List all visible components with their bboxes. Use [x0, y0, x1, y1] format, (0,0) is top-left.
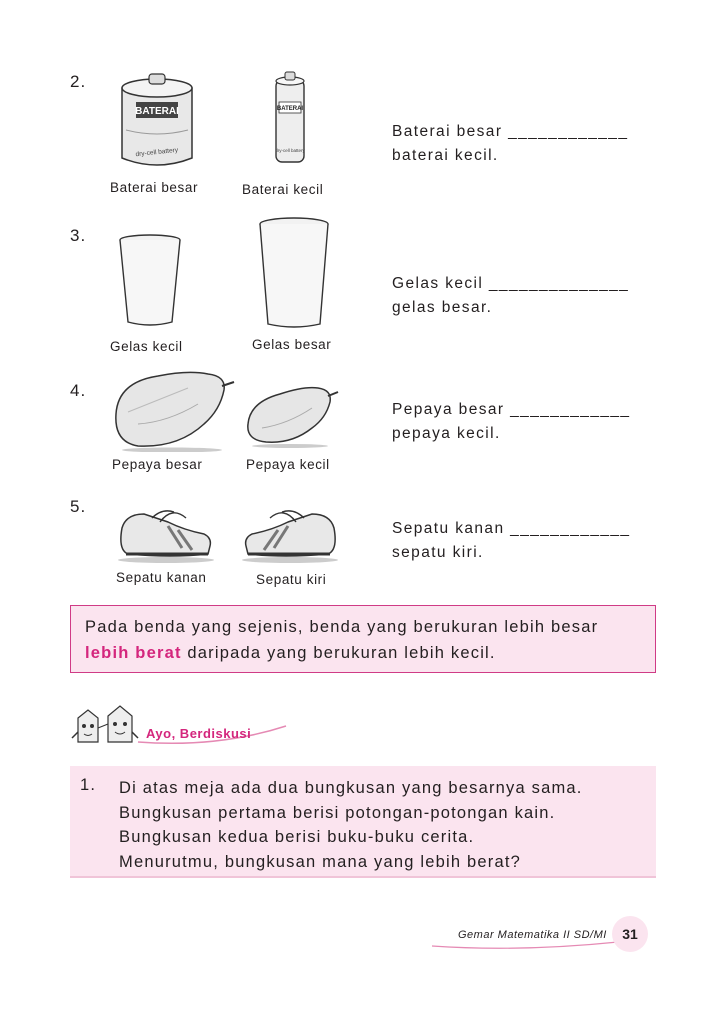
statement-4-line1: Pepaya besar ____________	[392, 401, 631, 418]
statement-3-line2: gelas besar.	[392, 299, 493, 316]
big-glass-image	[254, 214, 334, 332]
item-number-5: 5.	[70, 497, 87, 516]
small-battery-sub: dry-cell battery	[275, 148, 305, 153]
item-number-2: 2.	[70, 72, 87, 91]
caption-small-glass: Gelas kecil	[110, 339, 183, 354]
item-number-4: 4.	[70, 381, 87, 400]
caption-small-papaya: Pepaya kecil	[246, 457, 330, 472]
big-papaya-image	[108, 364, 240, 452]
discussion-heading: Ayo, Berdiskusi	[146, 726, 252, 741]
conclusion-line2	[85, 640, 598, 666]
footer-book-title: Gemar Matematika II SD/MI	[458, 929, 607, 941]
big-battery-image	[112, 70, 202, 178]
caption-right-shoe: Sepatu kanan	[116, 570, 207, 585]
conclusion-box	[70, 605, 656, 673]
right-shoe-image	[112, 500, 216, 566]
statement-2-line2: baterai kecil.	[392, 147, 499, 164]
small-battery-label: BATERAI	[276, 106, 304, 112]
conclusion-highlight: lebih berat	[85, 644, 182, 662]
big-battery-label: BATERAI	[135, 106, 179, 117]
discussion-box	[70, 766, 656, 878]
caption-small-battery: Baterai kecil	[242, 182, 324, 197]
discussion-line: Bungkusan kedua berisi buku-buku cerita.	[119, 828, 475, 846]
discussion-number: 1.	[80, 776, 97, 794]
small-glass-image	[114, 230, 186, 330]
statement-5-line1: Sepatu kanan ____________	[392, 520, 631, 537]
caption-big-glass: Gelas besar	[252, 337, 332, 352]
page-number: 31	[612, 916, 648, 952]
conclusion-text	[85, 614, 598, 666]
left-shoe-image	[240, 500, 344, 566]
caption-big-papaya: Pepaya besar	[112, 457, 203, 472]
statement-5-line2: sepatu kiri.	[392, 544, 484, 561]
discussion-line: Bungkusan pertama berisi potongan-potongan kain.	[119, 803, 556, 822]
statement-4-line2: pepaya kecil.	[392, 425, 501, 442]
small-battery-image	[270, 70, 310, 170]
discussion-question	[119, 776, 583, 874]
small-papaya-image	[242, 378, 342, 452]
statement-2-line1: Baterai besar ____________	[392, 123, 629, 140]
caption-left-shoe: Sepatu kiri	[256, 572, 327, 587]
discussion-line: Menurutmu, bungkusan mana yang lebih berat?	[119, 852, 521, 871]
item-number-3: 3.	[70, 226, 87, 245]
conclusion-line1: Pada benda yang sejenis, benda yang berukuran lebih besar	[85, 618, 599, 636]
discussion-line: Di atas meja ada dua bungkusan yang besarnya sama.	[119, 779, 583, 797]
big-battery-sub: dry-cell battery	[135, 146, 179, 159]
statement-3-line1: Gelas kecil ______________	[392, 275, 630, 292]
conclusion-line2-rest: daripada yang berukuran lebih kecil.	[181, 644, 496, 662]
caption-big-battery: Baterai besar	[110, 180, 199, 195]
